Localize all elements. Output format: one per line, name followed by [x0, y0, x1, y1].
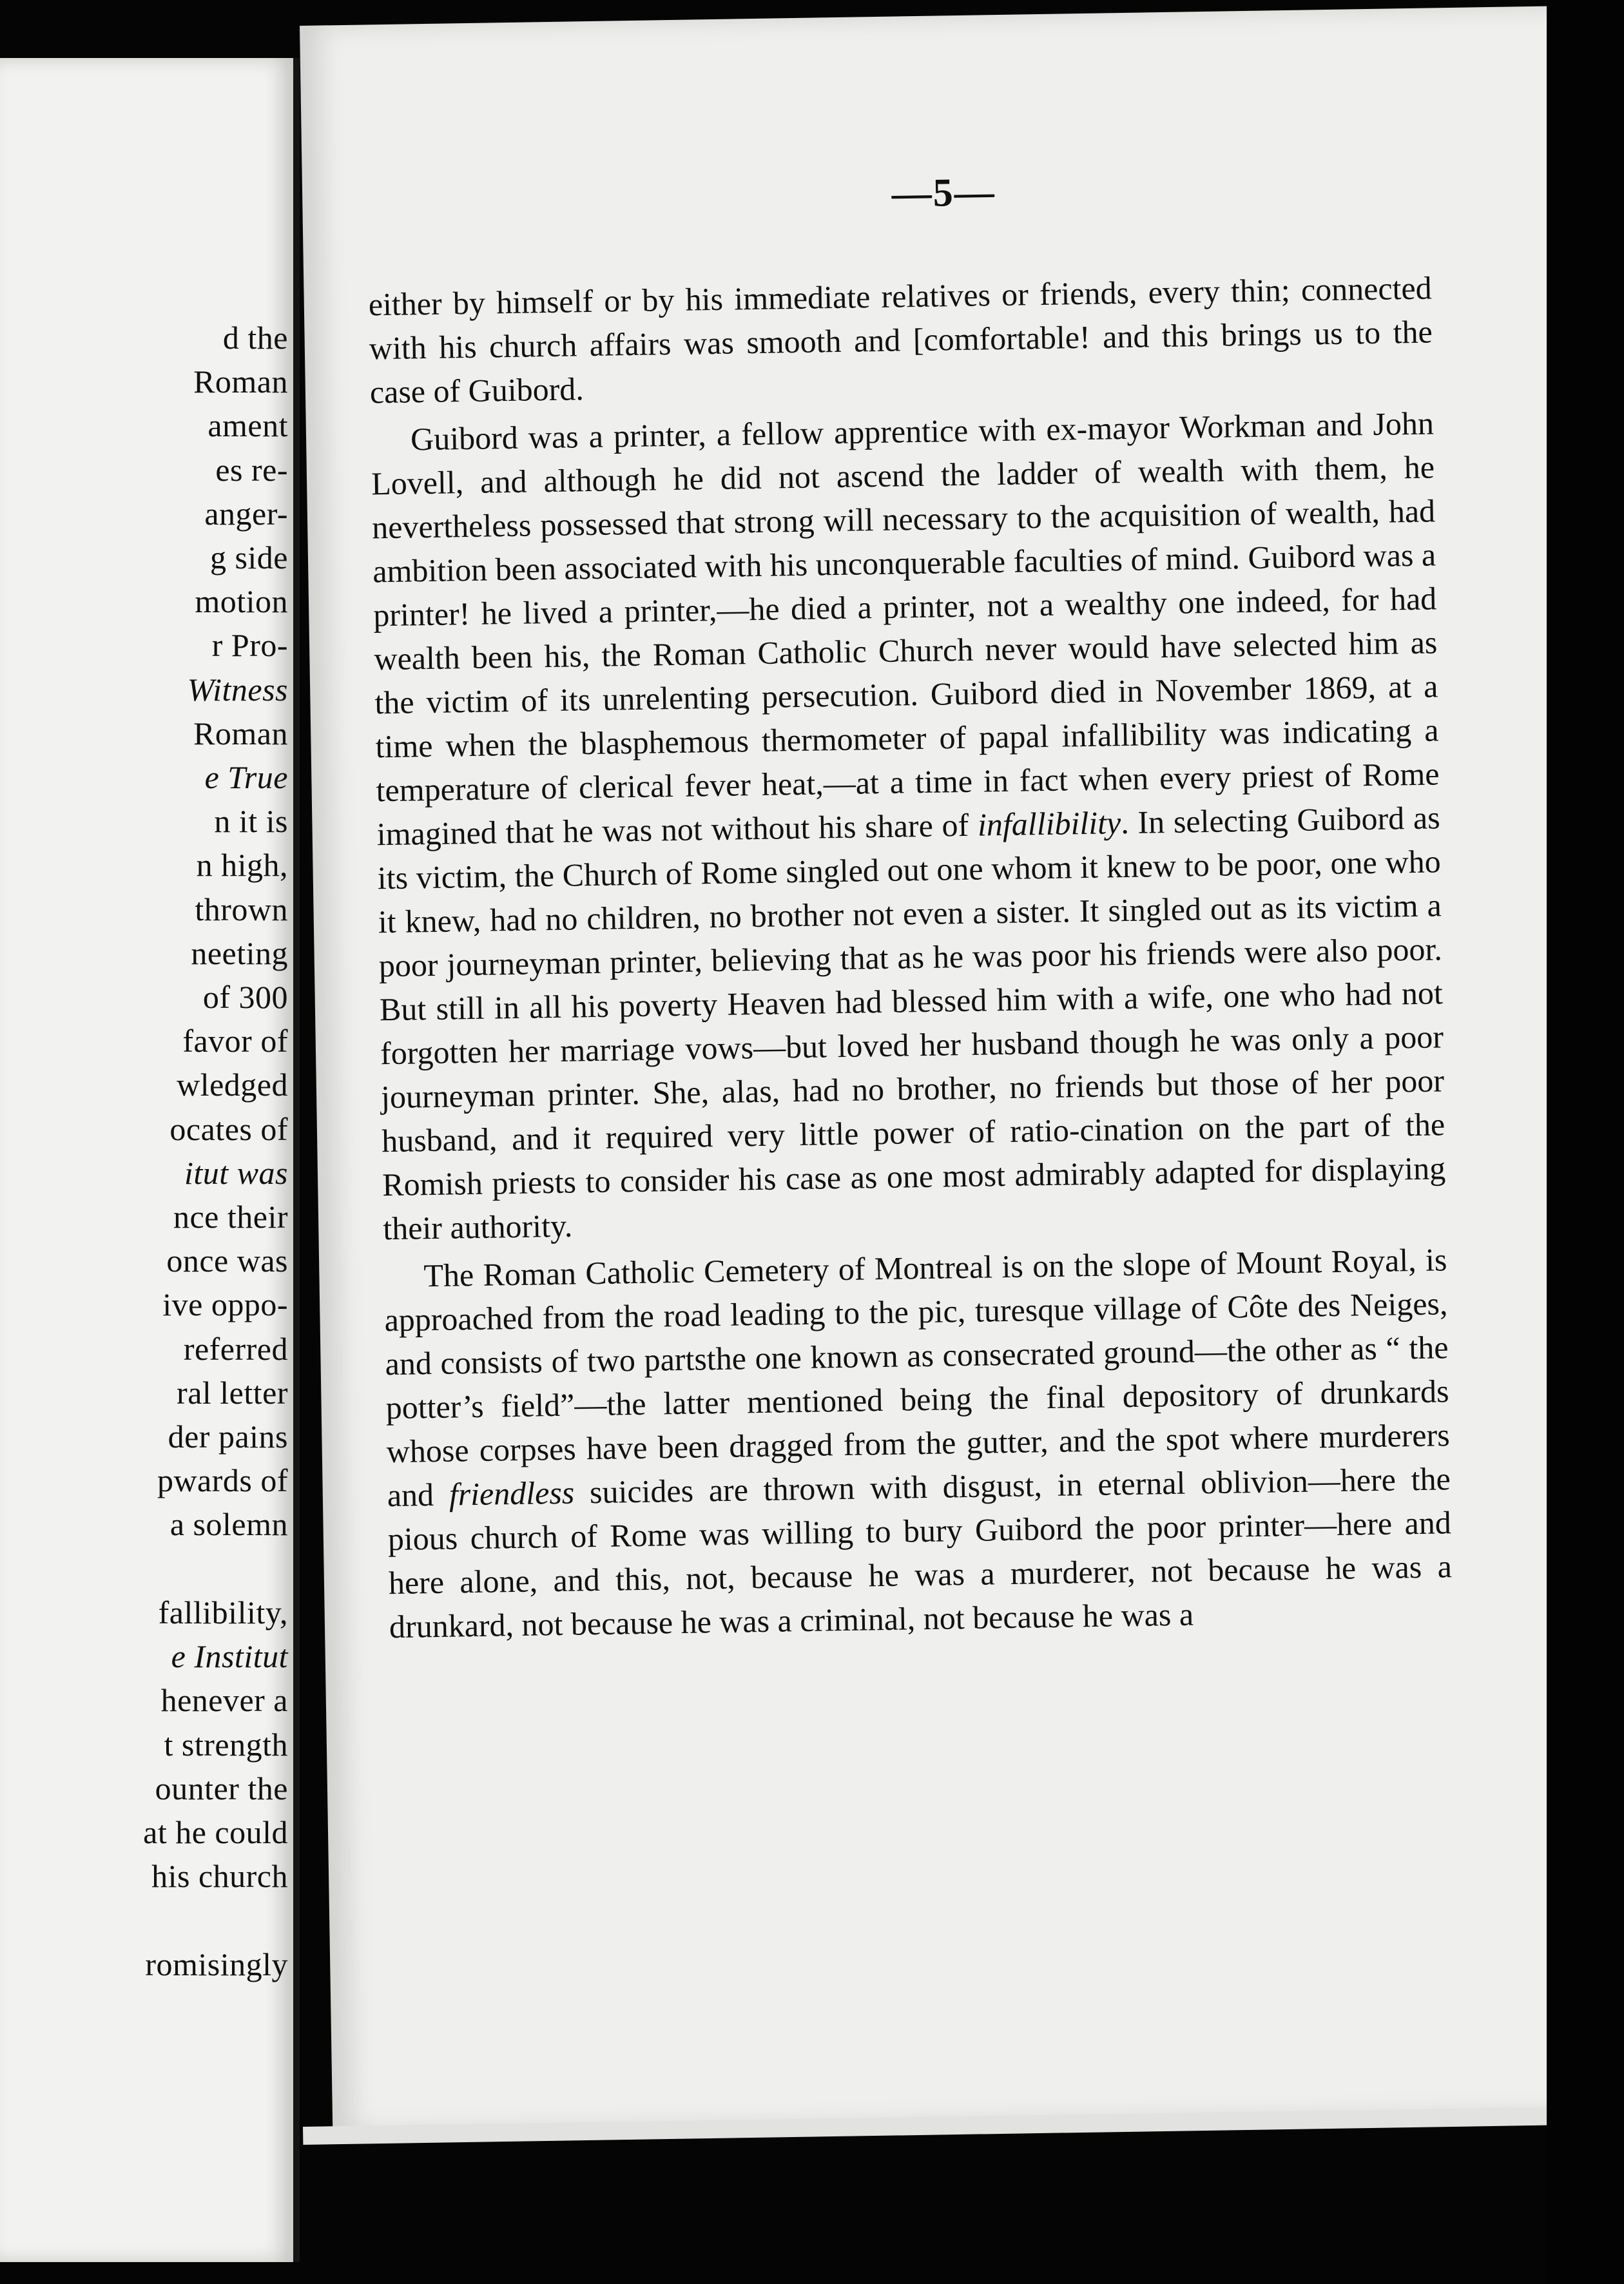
italic-text: infallibility: [977, 804, 1121, 843]
previous-page-line: neeting: [191, 934, 288, 971]
previous-page-line: Roman: [193, 715, 288, 751]
previous-page-line: ament: [208, 407, 288, 444]
previous-page: [0, 58, 297, 2262]
previous-page-line: a solemn: [169, 1506, 288, 1543]
paragraph-text: . In selecting Guibord as its victim, the Church of Rome singled out one whom it knew to be poor, one who it knew, had no children, no brother not even a sister. It singled out as its victim a poor journeyman printer, believing that as he was poor his friends were also poor. But still in all his poverty Heaven had blessed him with a wife, one who had not forgotten her marriage vows—but loved her husband though he was only a poor journeyman printer. She, alas, had no brother, no friends but those of her poor husband, and it required very little power of ratio-cination on the part of the Romish priests to consider his case as one most admirably adapted for displaying their authority.: [377, 799, 1446, 1247]
paragraph-text: either by himself or by his immediate relatives or friends, every thin; connected with his church affairs was smooth and [comfortable! and this brings us to the case of Guibord.: [368, 269, 1433, 411]
previous-page-line: anger-: [204, 495, 288, 532]
previous-page-line: e True: [204, 759, 288, 796]
previous-page-line: his church: [151, 1858, 288, 1895]
previous-page-line: ocates of: [169, 1110, 288, 1147]
previous-page-line: d the: [222, 320, 288, 356]
previous-page-text: [5, 316, 288, 1986]
previous-page-line: thrown: [195, 891, 288, 927]
previous-page-line: n it is: [214, 803, 288, 840]
previous-page-line: wledged: [177, 1067, 288, 1103]
previous-page-line: g side: [209, 539, 288, 576]
page-body-text: [368, 266, 1453, 1649]
previous-page-line: romisingly: [145, 1946, 288, 1982]
previous-page-line: at he could: [143, 1814, 288, 1850]
previous-page-line: itut was: [184, 1154, 288, 1191]
previous-page-line: Roman: [193, 363, 288, 400]
previous-page-line: [5, 1547, 288, 1591]
previous-page-line: motion: [195, 583, 288, 620]
book-spine: [293, 58, 300, 2262]
previous-page-line: ounter the: [155, 1770, 288, 1806]
previous-page-line: n high,: [196, 847, 288, 884]
previous-page-line: referred: [183, 1330, 288, 1367]
previous-page-line: e Institut: [171, 1638, 288, 1675]
page-number: —5—: [891, 170, 996, 216]
italic-text: friendless: [449, 1474, 575, 1513]
paragraph-text: The Roman Catholic Cemetery of Montreal is on the slope of Mount Royal, is approached from the road leading to the pic, turesque village of Côte des Neiges, and consists of two partsthe one known as consecrated ground—the other as “ the potter’s field”—the latter mentioned being the final depository of drunkards whose corpses have been dragged from the gutter, and the spot where murderers and: [384, 1241, 1450, 1514]
previous-page-line: of 300: [202, 979, 288, 1016]
previous-page-line: pwards of: [157, 1462, 288, 1499]
paragraph-text: Guibord was a printer, a fellow apprentice with ex-mayor Workman and John Lovell, and although he did not ascend the ladder of wealth with them, he nevertheless possessed that strong will necessary to the acquisition of wealth, had ambition been associated with his unconquerable faculties of mind. Guibord was a printer! he lived a printer,—he died a printer, not a wealthy one indeed, for had wealth been his, the Roman Catholic Church never would have selected him as the victim of its unrelenting persecution. Guibord died in November 1869, at a time when the blasphemous thermometer of papal infallibility was indicating a temperature of clerical fever heat,—at a time in fact when every priest of Rome imagined that he was not without his share of: [371, 405, 1440, 853]
previous-page-line: fallibility,: [158, 1594, 288, 1631]
previous-page-line: henever a: [160, 1682, 288, 1719]
previous-page-line: favor of: [182, 1023, 288, 1060]
previous-page-line: once was: [166, 1243, 288, 1279]
previous-page-line: ral letter: [177, 1374, 288, 1411]
previous-page-line: [5, 1898, 288, 1942]
paragraph: [371, 401, 1447, 1250]
paragraph: [368, 266, 1433, 414]
previous-page-line: es re-: [215, 451, 288, 488]
previous-page-line: nce their: [173, 1199, 288, 1235]
paragraph-text: suicides are thrown with disgust, in eternal oblivion—here the pious church of Rome was willing to bury Guibord the poor printer—here and here alone, and this, not, because he was a murderer, not because he was a drunkard, not because he was a criminal, not because he was a: [387, 1460, 1453, 1645]
previous-page-line: t strength: [164, 1726, 288, 1763]
previous-page-line: r Pro-: [211, 627, 288, 664]
previous-page-line: Witness: [187, 671, 288, 708]
background-margin: [1547, 0, 1624, 2284]
current-page: [300, 6, 1615, 2133]
previous-page-line: ive oppo-: [162, 1286, 288, 1323]
previous-page-line: der pains: [168, 1418, 288, 1455]
paragraph: [383, 1237, 1453, 1649]
